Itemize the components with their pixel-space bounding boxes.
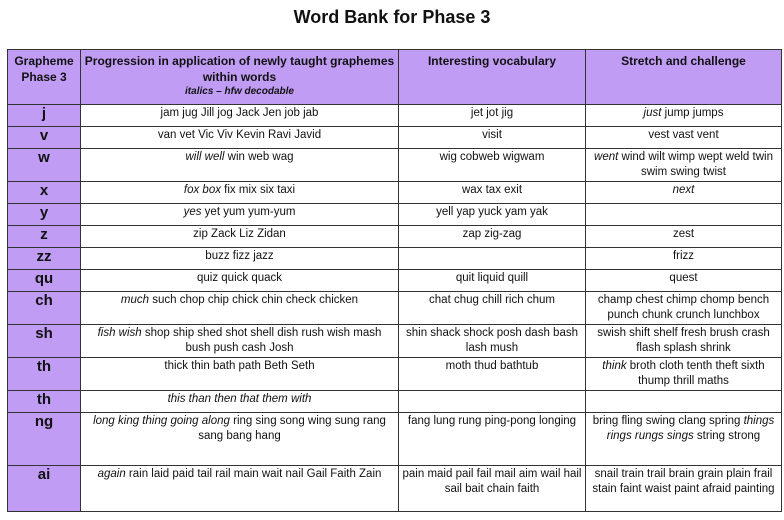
stretch-words: champ chest chimp chomp bench punch chunk crunch lunchbox <box>597 294 770 321</box>
stretch-cell <box>586 413 782 466</box>
table-row <box>8 292 782 325</box>
vocabulary-cell: chat chug chill rich chum <box>399 292 586 325</box>
vocabulary-cell: yell yap yuck yam yak <box>399 204 586 226</box>
table-row <box>8 105 782 127</box>
progression-words: rain laid paid tail rail main wait nail Gail Faith Zain <box>125 468 382 480</box>
vocabulary-cell: fang lung rung ping-pong longing <box>399 413 586 466</box>
progression-hfw-words: fish wish <box>97 327 142 339</box>
vocabulary-cell: wig cobweb wigwam <box>399 149 586 182</box>
stretch-cell <box>586 358 782 391</box>
table-row <box>8 182 782 204</box>
progression-cell <box>81 325 399 358</box>
table-row <box>8 248 782 270</box>
word-bank-table <box>7 49 782 512</box>
stretch-hfw-words: think <box>602 360 627 372</box>
progression-words: yet yum yum-yum <box>201 206 296 218</box>
progression-hfw-words: long king thing going along <box>93 415 230 427</box>
table-row <box>8 391 782 413</box>
table-row <box>8 270 782 292</box>
stretch-words: swish shift shelf fresh brush crash flash splash shrink <box>597 327 770 354</box>
progression-words: shop ship shed shot shell dish rush wish mash bush push cash Josh <box>141 327 382 354</box>
grapheme-cell: ch <box>8 292 81 325</box>
progression-cell <box>81 182 399 204</box>
stretch-cell <box>586 149 782 182</box>
vocabulary-cell <box>399 391 586 413</box>
header-progression <box>81 50 399 105</box>
stretch-cell <box>586 182 782 204</box>
grapheme-cell: z <box>8 226 81 248</box>
progression-hfw-words: yes <box>183 206 202 218</box>
progression-cell <box>81 413 399 466</box>
progression-cell <box>81 204 399 226</box>
table-row <box>8 204 782 226</box>
vocabulary-cell: moth thud bathtub <box>399 358 586 391</box>
progression-cell <box>81 292 399 325</box>
table-row <box>8 325 782 358</box>
progression-cell <box>81 358 399 391</box>
stretch-cell <box>586 391 782 413</box>
header-grapheme <box>8 50 81 105</box>
stretch-cell <box>586 127 782 149</box>
vocabulary-cell: jet jot jig <box>399 105 586 127</box>
table-row <box>8 149 782 182</box>
stretch-words: zest <box>672 228 695 240</box>
stretch-hfw-words: next <box>672 184 695 196</box>
grapheme-cell: sh <box>8 325 81 358</box>
stretch-cell <box>586 466 782 512</box>
stretch-words: broth cloth tenth theft sixth thump thrill maths <box>626 360 765 387</box>
grapheme-cell: j <box>8 105 81 127</box>
header-progression-label: Progression in application of newly taught graphemes within words <box>84 54 395 84</box>
stretch-cell <box>586 270 782 292</box>
progression-hfw-words: will well <box>185 151 225 163</box>
stretch-cell <box>586 226 782 248</box>
progression-cell <box>81 270 399 292</box>
header-vocabulary: Interesting vocabulary <box>399 50 586 105</box>
stretch-words: frizz <box>672 250 695 262</box>
progression-words: fix mix six taxi <box>220 184 296 196</box>
grapheme-cell: ng <box>8 413 81 466</box>
vocabulary-cell: zap zig-zag <box>399 226 586 248</box>
progression-cell <box>81 226 399 248</box>
progression-words: buzz fizz jazz <box>205 250 274 262</box>
progression-words: van vet Vic Viv Kevin Ravi Javid <box>157 129 322 141</box>
progression-cell <box>81 149 399 182</box>
header-grapheme-line1: Grapheme <box>14 54 74 68</box>
table-row <box>8 226 782 248</box>
vocabulary-cell <box>399 248 586 270</box>
vocabulary-cell: quit liquid quill <box>399 270 586 292</box>
stretch-cell <box>586 292 782 325</box>
stretch-cell <box>586 204 782 226</box>
table-row <box>8 413 782 466</box>
table-row <box>8 358 782 391</box>
header-row <box>8 50 782 105</box>
grapheme-cell: w <box>8 149 81 182</box>
grapheme-cell: th <box>8 358 81 391</box>
grapheme-cell: ai <box>8 466 81 512</box>
progression-hfw-words: this than then that them with <box>167 393 312 405</box>
grapheme-cell: x <box>8 182 81 204</box>
stretch-words-lead: bring fling swing clang spring <box>592 415 744 427</box>
progression-cell <box>81 105 399 127</box>
grapheme-cell: th <box>8 391 81 413</box>
progression-words: zip Zack Liz Zidan <box>193 228 286 240</box>
header-progression-sub: italics – hfw decodable <box>185 86 294 97</box>
stretch-words: string strong <box>693 430 761 442</box>
progression-words: such chop chip chick chin check chicken <box>149 294 359 306</box>
vocabulary-cell: wax tax exit <box>399 182 586 204</box>
grapheme-cell: zz <box>8 248 81 270</box>
vocabulary-cell: pain maid pail fail mail aim wail hail sail bait chain faith <box>399 466 586 512</box>
stretch-cell <box>586 248 782 270</box>
progression-cell <box>81 248 399 270</box>
stretch-cell <box>586 105 782 127</box>
grapheme-cell: y <box>8 204 81 226</box>
progression-cell <box>81 127 399 149</box>
progression-words: win web wag <box>224 151 294 163</box>
stretch-hfw-words: just <box>643 107 662 119</box>
stretch-words: vest vast vent <box>648 129 719 141</box>
table-row <box>8 127 782 149</box>
progression-cell <box>81 466 399 512</box>
progression-hfw-words: much <box>120 294 150 306</box>
page-title: Word Bank for Phase 3 <box>293 7 491 27</box>
progression-words: thick thin bath path Beth Seth <box>164 360 315 372</box>
progression-cell <box>81 391 399 413</box>
stretch-words: snail train trail brain grain plain frail stain faint waist paint afraid painting <box>592 468 775 495</box>
progression-words: quiz quick quack <box>196 272 283 284</box>
progression-hfw-words: again <box>97 468 126 480</box>
header-stretch: Stretch and challenge <box>586 50 782 105</box>
vocabulary-cell: shin shack shock posh dash bash lash mush <box>399 325 586 358</box>
stretch-cell <box>586 325 782 358</box>
grapheme-cell: qu <box>8 270 81 292</box>
vocabulary-cell: visit <box>399 127 586 149</box>
stretch-words: quest <box>669 272 698 284</box>
table-row <box>8 466 782 512</box>
header-grapheme-line2: Phase 3 <box>21 70 67 84</box>
stretch-words: jump jumps <box>661 107 724 119</box>
progression-words: jam jug Jill jog Jack Jen job jab <box>160 107 319 119</box>
stretch-hfw-words: things rings rungs sings <box>606 415 775 442</box>
grapheme-cell: v <box>8 127 81 149</box>
progression-hfw-words: fox box <box>183 184 221 196</box>
progression-words: ring sing song wing sung rang sang bang hang <box>198 415 386 442</box>
stretch-words: wind wilt wimp wept weld twin swim swing twist <box>618 151 773 178</box>
stretch-hfw-words: went <box>594 151 619 163</box>
